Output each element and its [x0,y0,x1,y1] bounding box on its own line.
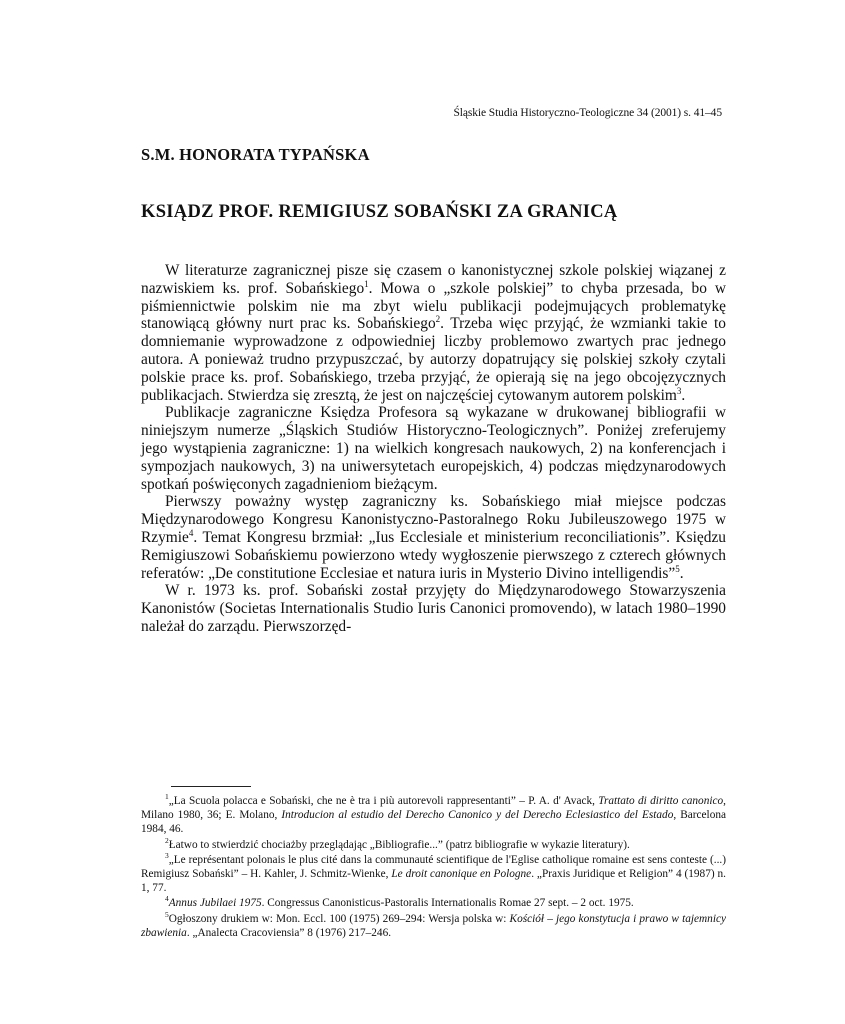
paragraph-3-text-a: Pierwszy poważny występ zagraniczny ks. Sobańskiego miał miejsce podczas Międzynarodowego Kongresu Kanonistyczno-Pastoralnego Roku Jubileuszowego 1975 w Rzymie [141,493,726,546]
paragraph-1-text-c: . Trzeba więc przyjąć, że wzmianki takie to domniemanie wyprowadzone z odpowiedniej liczby problemowo zwartych prac jednego autora. A ponieważ trudno przypuszczać, by autorzy dopatrujący się polskiej szkoły czytali polskie prace ks. prof. Sobańskiego, trzeba przyjąć, że opierają się na jego obcojęzycznych publikacjach. Stwierdza się zresztą, że jest on najczęściej cytowanym autorem polskim [141,315,726,404]
footnote-2-number: 2 [165,835,169,845]
footnote-ref-1: 1 [364,278,369,289]
running-head: Śląskie Studia Historyczno-Teologiczne 34 (2001) s. 41–45 [453,107,722,119]
paragraph-3-text-c: . [679,564,684,582]
article-body [141,262,726,636]
footnote-ref-2: 2 [435,314,441,325]
footnote-4-title: Annus Jubilaei 1975 [168,897,262,910]
footnote-1-text-e: , Barcelona 1984, 46. [141,809,727,836]
footnote-4 [141,896,726,910]
paragraph-3-text-b: . Temat Kongresu brzmiał: „Ius Ecclesiale et ministerium reconciliationis”. Księdzu Remigiuszowi Sobańskiemu powierzono wtedy wygłoszenie pierwszego z czterech głównych referatów: „De constitutione Ecclesiae et natura iuris in Mysterio Divino intelligendis” [141,528,726,582]
footnote-ref-3: 3 [676,385,682,396]
article-title: KSIĄDZ PROF. REMIGIUSZ SOBAŃSKI ZA GRANICĄ [141,202,618,222]
footnote-2 [141,835,726,852]
paragraph-1-text-a: W literaturze zagranicznej pisze się czasem o kanonistycznej szkole polskiej wiązanej z nazwiskiem ks. prof. Sobańskiego [141,262,726,297]
footnote-3-text-c: . „Praxis Juridique et Religion” 4 (1987) n. 1, 77. [141,868,726,895]
footnote-2-text: Łatwo to stwierdzić chociażby przeglądając „Bibliografie...” (patrz bibliografie w wykazie literatury). [168,838,630,851]
footnote-3 [141,853,726,896]
footnote-3-number: 3 [165,851,169,861]
footnote-divider [171,786,251,787]
paragraph-2: Publikacje zagraniczne Księdza Profesora są wykazane w drukowanej bibliografii w niniejszym numerze „Śląskich Studiów Historyczno-Teologicznych”. Poniżej zreferujemy jego wystąpienia zagraniczne: 1) na wielkich kongresach naukowych, 2) na konferencjach i sympozjach naukowych, 3) na uniwersytetach europejskich, 4) podczas międzynarodowych spotkań poświęconych zagadnieniom bieżącym. [141,404,726,493]
footnote-4-text: . Congressus Canonisticus-Pastoralis Internationalis Romae 27 sept. – 2 oct. 1975. [261,897,634,910]
paragraph-3 [141,493,726,582]
paragraph-1-text-b: . Mowa o „szkole polskiej” to chyba przesada, bo w piśmiennictwie polskim nie ma zbyt wielu publikacji podejmujących problematykę stanowiącą główny nurt prac ks. Sobańskiego [141,279,726,333]
article-author: S.M. HONORATA TYPAŃSKA [141,145,370,164]
footnote-5-text-c: . „Analecta Cracoviensia” 8 (1976) 217–246. [186,926,392,939]
footnote-3-text-a: „Le représentant polonais le plus cité dans la communauté scientifique de l'Eglise catholique romaine est sens conteste (...) Remigiusz Sobański” – H. Kahler, J. Schmitz-Wienke, [141,853,726,881]
footnote-5-title: Kościół – jego konstytucja i prawo w tajemnicy zbawienia [141,912,726,939]
paragraph-1-text-d: . [681,386,686,404]
footnote-4-number: 4 [165,894,169,904]
footnote-1-text-c: , Milano 1980, 36; E. Molano, [141,795,726,822]
footnote-1-title-a: Trattato di diritto canonico [598,795,724,807]
footnote-1-text-a: „La Scuola polacca e Sobański, che ne è tra i più autorevoli rappresentanti” – P. A. d' Avack, [168,795,599,807]
paragraph-4: W r. 1973 ks. prof. Sobański został przyjęty do Międzynarodowego Stowarzyszenia Kanonistów (Societas Internationalis Studio Iuris Canonici promovendo), w latach 1980–1990 należał do zarządu. Pierwszorzęd- [141,582,726,635]
footnote-5-text-a: Ogłoszony drukiem w: Mon. Eccl. 100 (1975) 269–294: Wersja polska w: [168,912,510,925]
footnotes [141,794,726,941]
footnote-ref-5: 5 [675,563,680,574]
footnote-5 [141,909,726,940]
footnote-3-title: Le droit canonique en Pologne [391,868,532,881]
footnote-1-title-b: Introducion al estudio del Derecho Canonico y del Derecho Eclesiastico del Estado [281,809,674,822]
paragraph-1 [141,262,726,404]
footnote-1 [141,794,726,837]
footnote-5-number: 5 [165,909,169,919]
footnote-ref-4: 4 [188,527,194,538]
footnote-1-number: 1 [165,792,169,802]
